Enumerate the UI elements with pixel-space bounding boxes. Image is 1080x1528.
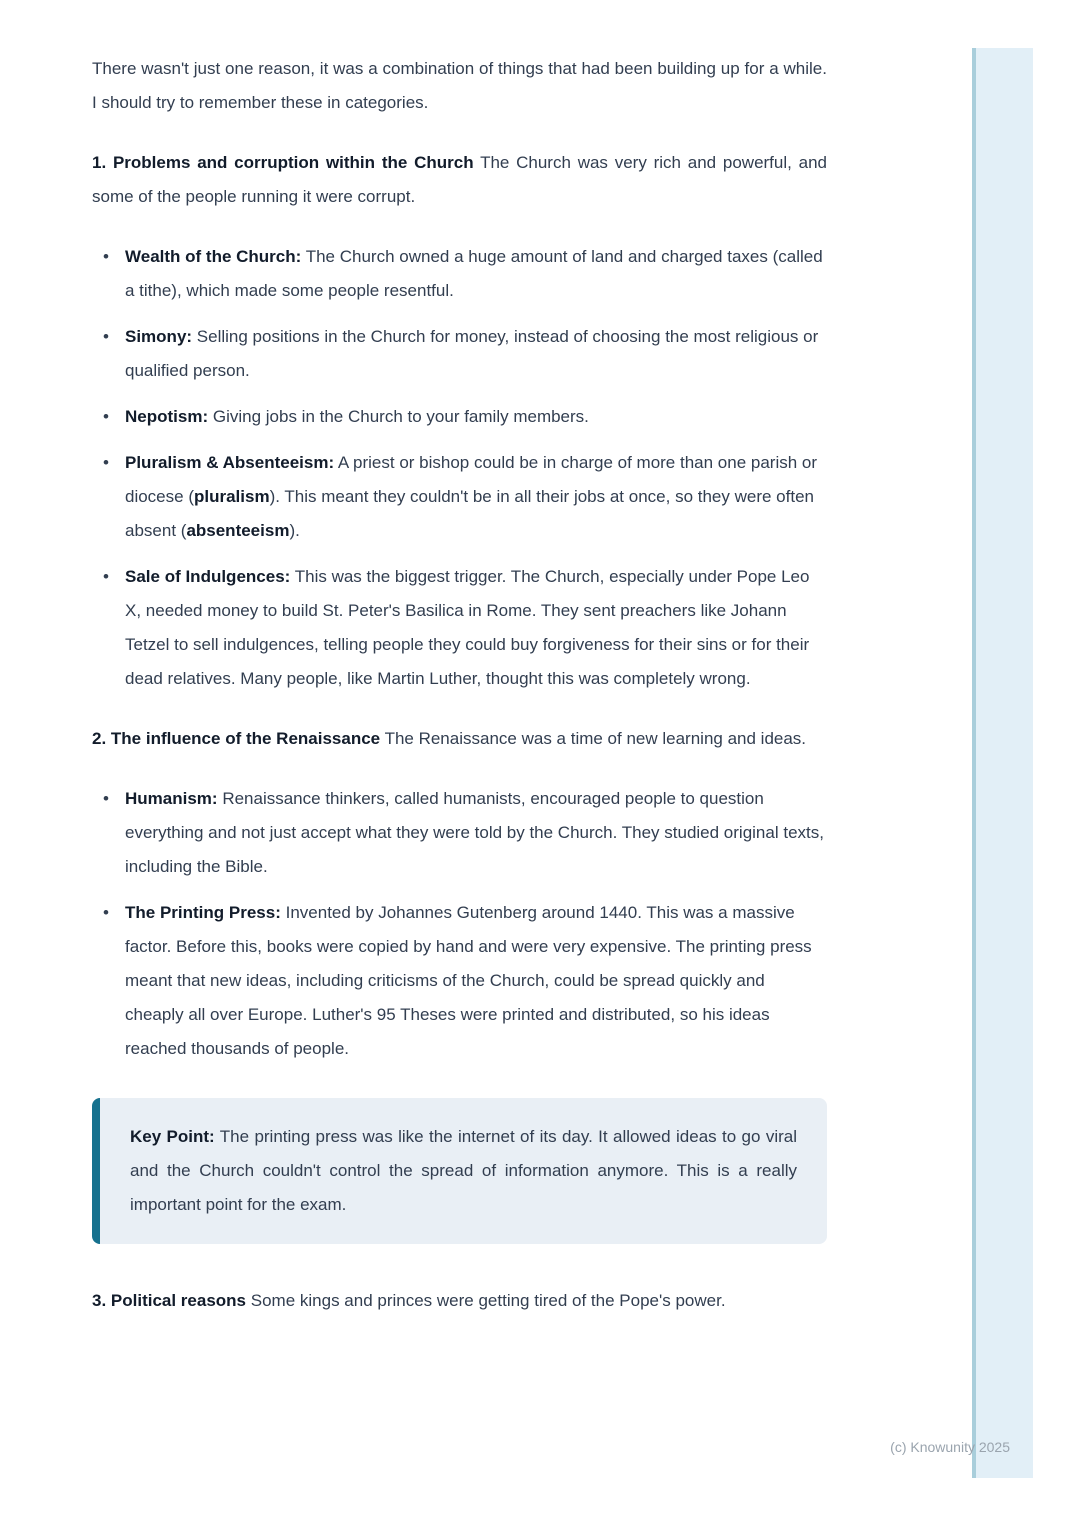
section-2-bullet-list xyxy=(92,782,827,1066)
key-point-label: Key Point: xyxy=(130,1127,215,1146)
section-3-heading: 3. Political reasons xyxy=(92,1291,247,1310)
bullet-text: This was the biggest trigger. The Church, especially under Pope Leo X, needed money to build St. Peter's Basilica in Rome. They sent preachers like Johann Tetzel to sell indulgences, telling people they could buy forgiveness for their sins or for their dead relatives. Many people, like Martin Luther, thought this was completely wrong. xyxy=(125,567,810,688)
bullet-item xyxy=(92,320,827,388)
bullet-label: Wealth of the Church: xyxy=(125,247,302,266)
bullet-text-segment: ). This meant they couldn't be in all their jobs at once, so they were often absent ( xyxy=(125,487,814,540)
section-1-paragraph xyxy=(92,146,827,214)
section-1-heading: 1. Problems and corruption within the Church xyxy=(92,153,474,172)
bullet-text-segment: ). xyxy=(289,521,300,540)
bullet-text: Renaissance thinkers, called humanists, encouraged people to question everything and not just accept what they were told by the Church. They studied original texts, including the Bible. xyxy=(125,789,824,876)
bullet-label: Simony: xyxy=(125,327,193,346)
key-point-callout xyxy=(92,1098,827,1244)
section-3-paragraph xyxy=(92,1284,827,1318)
key-point-text: The printing press was like the internet of its day. It allowed ideas to go viral and the Church couldn't control the spread of information anymore. This is a really important point for the exam. xyxy=(130,1127,798,1214)
bullet-marker-icon: • xyxy=(103,327,109,346)
bullet-marker-icon: • xyxy=(103,453,109,472)
bullet-item xyxy=(92,446,827,548)
section-2-heading: 2. The influence of the Renaissance xyxy=(92,729,381,748)
section-1-lead: The Church was very rich and powerful, and some of the people running it were corrupt. xyxy=(92,153,827,206)
section-2-paragraph xyxy=(92,722,827,756)
note-content xyxy=(92,52,827,1344)
bullet-text: The Church owned a huge amount of land and charged taxes (called a tithe), which made some people resentful. xyxy=(125,247,823,300)
bullet-marker-icon: • xyxy=(103,903,109,922)
bullet-label: Nepotism: xyxy=(125,407,209,426)
bullet-label: The Printing Press: xyxy=(125,903,281,922)
bullet-marker-icon: • xyxy=(103,567,109,586)
copyright-watermark: (c) Knowunity 2025 xyxy=(890,1439,1010,1455)
bullet-item xyxy=(92,240,827,308)
section-3-lead: Some kings and princes were getting tired of the Pope's power. xyxy=(250,1291,726,1310)
section-2-lead: The Renaissance was a time of new learning and ideas. xyxy=(384,729,807,748)
bullet-text: Selling positions in the Church for money, instead of choosing the most religious or qualified person. xyxy=(125,327,819,380)
bullet-text: Invented by Johannes Gutenberg around 1440. This was a massive factor. Before this, books were copied by hand and were very expensive. The printing press meant that new ideas, including criticisms of the Church, could be spread quickly and cheaply all over Europe. Luther's 95 Theses were printed and distributed, so his ideas reached thousands of people. xyxy=(125,903,812,1058)
bullet-item xyxy=(92,896,827,1066)
bullet-text-bold-segment: pluralism xyxy=(193,487,270,506)
section-1-bullet-list xyxy=(92,240,827,696)
intro-paragraph: There wasn't just one reason, it was a combination of things that had been building up for a while. I should try to remember these in categories. xyxy=(92,59,827,112)
bullet-item xyxy=(92,782,827,884)
bullet-item xyxy=(92,560,827,696)
bullet-text-bold-segment: absenteeism xyxy=(186,521,290,540)
scrollbar-track[interactable] xyxy=(972,48,1033,1478)
bullet-label: Sale of Indulgences: xyxy=(125,567,291,586)
bullet-marker-icon: • xyxy=(103,789,109,808)
bullet-label: Pluralism & Absenteeism: xyxy=(125,453,335,472)
bullet-item xyxy=(92,400,827,434)
bullet-marker-icon: • xyxy=(103,247,109,266)
bullet-label: Humanism: xyxy=(125,789,218,808)
bullet-text-segment: A priest or bishop could be in charge of more than one parish or diocese ( xyxy=(125,453,818,506)
bullet-text: Giving jobs in the Church to your family members. xyxy=(212,407,589,426)
bullet-marker-icon: • xyxy=(103,407,109,426)
